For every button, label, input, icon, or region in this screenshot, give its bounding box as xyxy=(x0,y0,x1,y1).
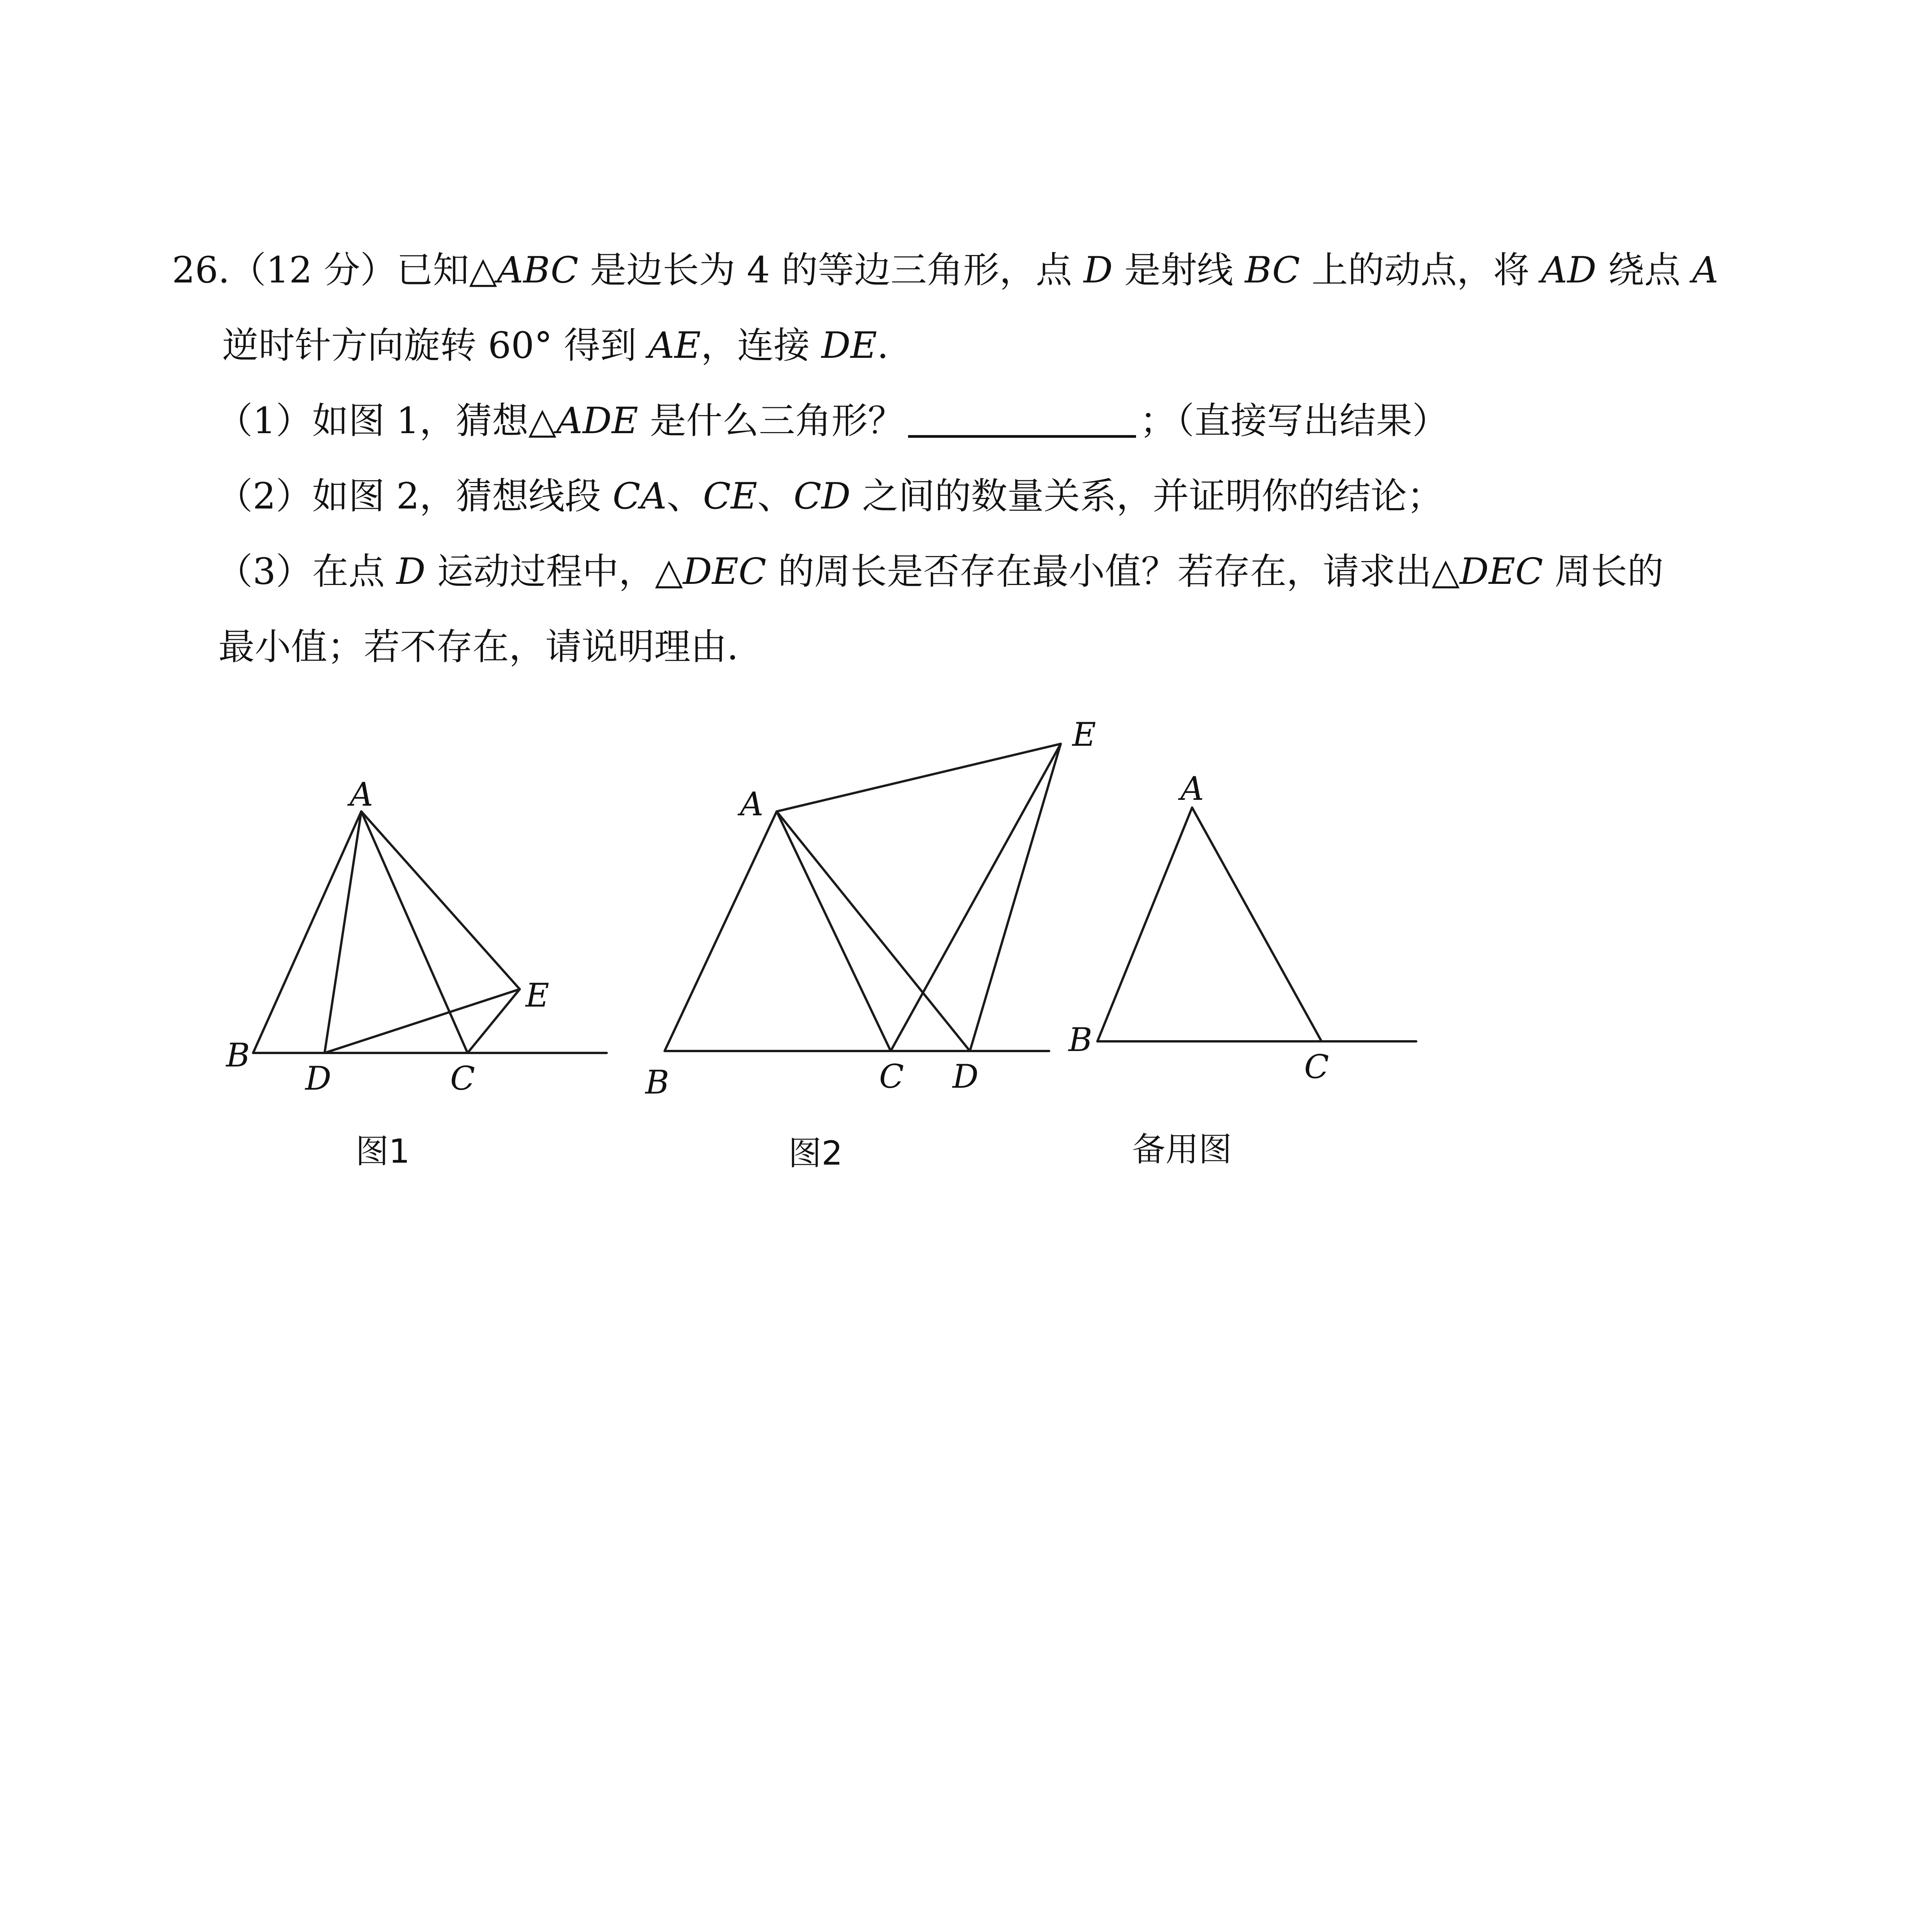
fig1-segment-ad xyxy=(325,811,361,1053)
fig3-label-c: C xyxy=(1304,1048,1329,1086)
fig2-segment-de xyxy=(970,744,1061,1051)
part-2-line: （2）如图 2，猜想线段 CA、CE、CD 之间的数量关系，并证明你的结论； xyxy=(216,475,1443,517)
fig2-label-e: E xyxy=(1072,716,1096,753)
fig1-side-ac xyxy=(361,811,468,1053)
fig2-label-c: C xyxy=(879,1058,904,1095)
fig1-segment-de xyxy=(325,989,520,1053)
part-3-line-1: （3）在点 D 运动过程中，△DEC 的周长是否存在最小值？若存在，请求出△DEC 周长的 xyxy=(216,551,1664,593)
fig1-label-d: D xyxy=(305,1060,332,1097)
fig3-label-a: A xyxy=(1180,770,1204,808)
fig2-segment-ce xyxy=(891,744,1061,1051)
figure-3-lines xyxy=(1097,808,1416,1041)
fig1-segment-ae xyxy=(361,811,520,989)
question-score: （12 分） xyxy=(230,249,396,291)
fig1-label-c: C xyxy=(450,1060,475,1097)
figure-3-caption: 备用图 xyxy=(1132,1130,1232,1169)
fig3-label-b: B xyxy=(1068,1021,1092,1059)
fig3-side-ab xyxy=(1097,808,1192,1041)
part-1-line: （1）如图 1，猜想△ADE 是什么三角形？ ；（直接写出结果） xyxy=(216,398,1449,444)
fig2-side-ab xyxy=(665,811,777,1051)
part-3-line-2: 最小值；若不存在，请说明理由. xyxy=(218,626,738,668)
fig1-label-e: E xyxy=(526,976,549,1014)
fig1-label-b: B xyxy=(226,1036,250,1074)
question-number: 26. xyxy=(172,249,230,291)
question-line-1: 26.（12 分）已知△ABC 是边长为 4 的等边三角形，点 D 是射线 BC 上的动点，将 AD 绕点 A xyxy=(172,249,1718,291)
fig2-segment-ae xyxy=(777,744,1061,811)
fig1-side-ab xyxy=(253,811,361,1053)
question-line-2: 逆时针方向旋转 60° 得到 AE，连接 DE. xyxy=(222,325,889,367)
figure-2-caption: 图2 xyxy=(788,1134,843,1173)
fig3-side-ac xyxy=(1192,808,1322,1041)
fig2-label-d: D xyxy=(953,1058,979,1095)
fig2-label-a: A xyxy=(740,785,764,823)
figure-2-lines xyxy=(665,744,1061,1051)
figure-1-caption: 图1 xyxy=(356,1132,410,1171)
figure-1-lines xyxy=(253,811,607,1053)
fig2-label-b: B xyxy=(645,1063,669,1101)
fig1-label-a: A xyxy=(350,776,373,813)
